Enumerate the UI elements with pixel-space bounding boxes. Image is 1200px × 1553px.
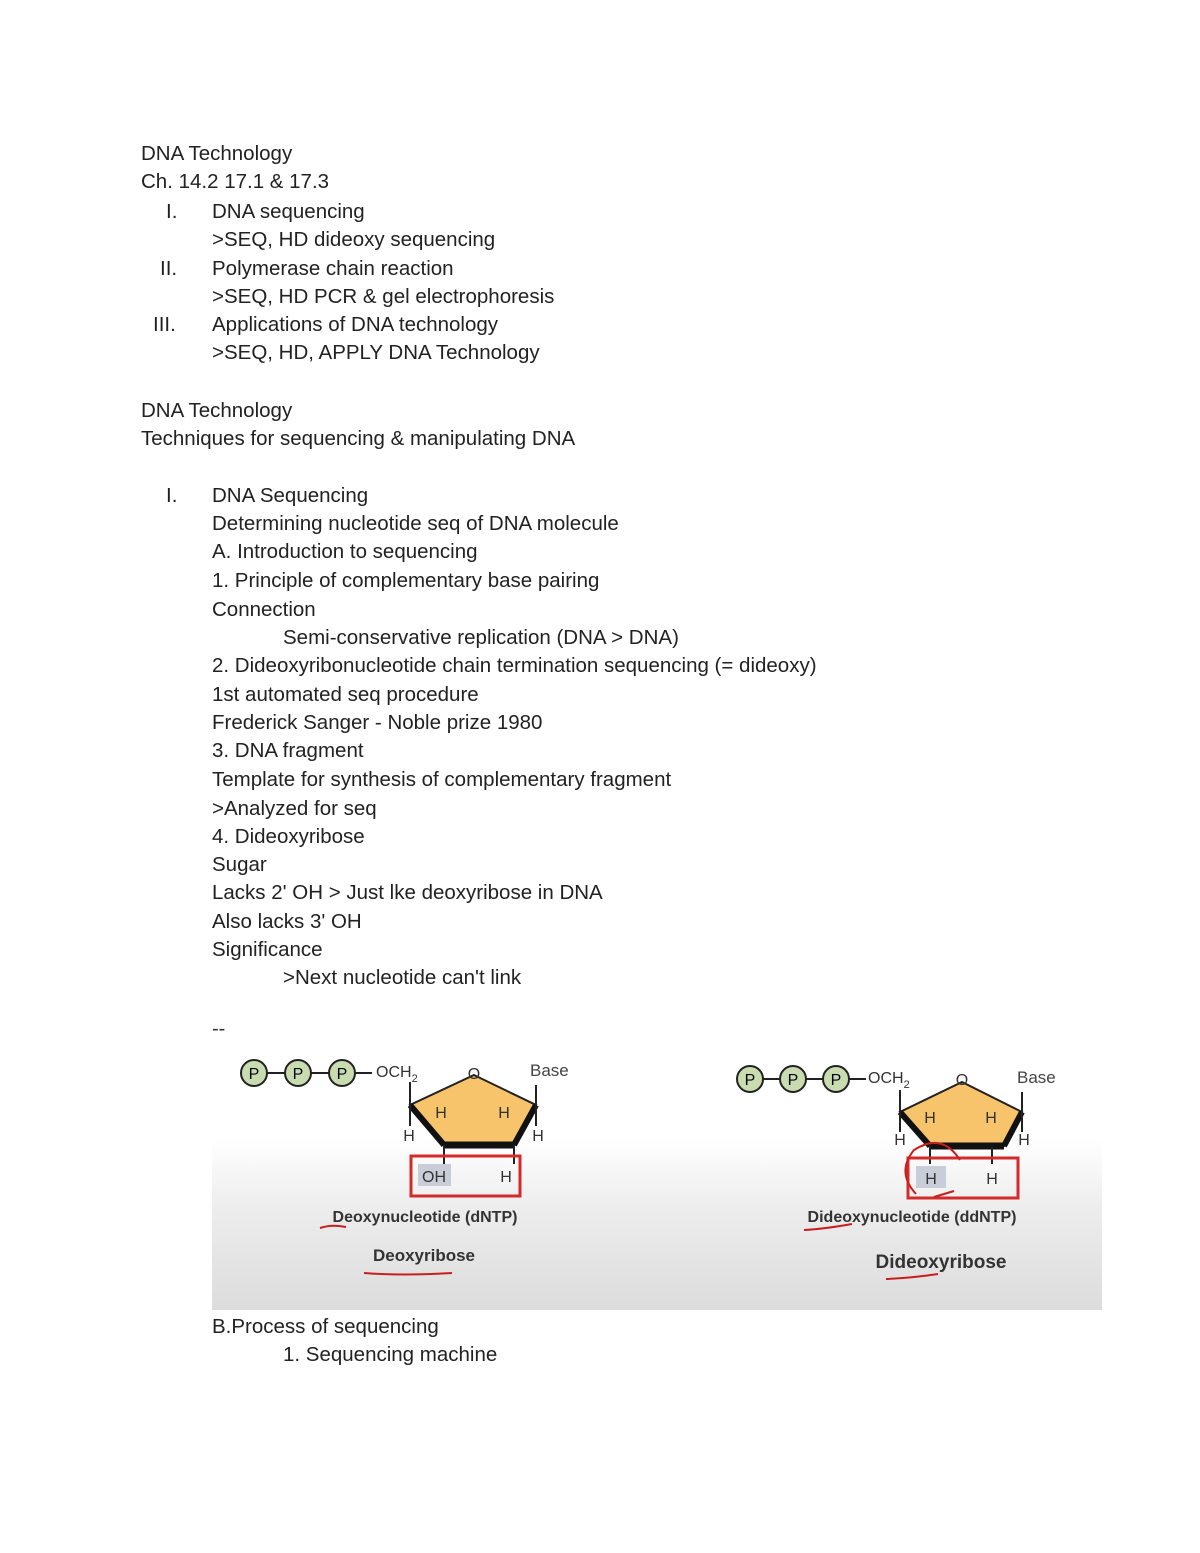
page-title: DNA Technology bbox=[141, 142, 293, 165]
nucleotide-diagram bbox=[212, 1042, 1102, 1310]
note-line: Connection bbox=[212, 598, 316, 621]
note-line: A. Introduction to sequencing bbox=[212, 540, 478, 563]
note-line: Sugar bbox=[212, 853, 267, 876]
pen-underline bbox=[320, 1226, 346, 1228]
ddntp-structure bbox=[737, 1066, 1056, 1279]
svg-text:H: H bbox=[894, 1132, 906, 1149]
svg-text:O: O bbox=[467, 1066, 481, 1083]
outline-topic: DNA sequencing bbox=[212, 200, 365, 223]
svg-text:H: H bbox=[986, 1171, 998, 1188]
svg-text:H: H bbox=[435, 1105, 447, 1122]
subsection-title: B.Process of sequencing bbox=[212, 1315, 439, 1338]
subsection-item: 1. Sequencing machine bbox=[283, 1343, 498, 1366]
outline-topic: Polymerase chain reaction bbox=[212, 257, 454, 280]
section-definition: Techniques for sequencing & manipulating DNA bbox=[141, 427, 576, 450]
svg-text:H: H bbox=[498, 1105, 510, 1122]
svg-text:Dideoxyribose: Dideoxyribose bbox=[875, 1252, 1007, 1273]
svg-text:Deoxyribose: Deoxyribose bbox=[372, 1246, 476, 1265]
svg-text:OCH2: $OCH_2$ bbox=[868, 1070, 910, 1091]
note-line: Also lacks 3' OH bbox=[212, 910, 362, 933]
pen-underline bbox=[886, 1274, 938, 1279]
svg-text:Base: Base bbox=[530, 1061, 569, 1080]
svg-text:P: P bbox=[336, 1066, 348, 1083]
svg-text:H: H bbox=[985, 1110, 997, 1127]
pen-underline bbox=[364, 1273, 452, 1275]
outline-topic: Applications of DNA technology bbox=[212, 313, 499, 336]
note-line: 4. Dideoxyribose bbox=[212, 825, 365, 848]
svg-text:O: O bbox=[955, 1072, 969, 1089]
section-title: DNA Technology bbox=[141, 399, 293, 422]
note-line: Semi-conservative replication (DNA > DNA) bbox=[283, 626, 679, 649]
note-line: 3. DNA fragment bbox=[212, 739, 364, 762]
note-line: Significance bbox=[212, 938, 323, 961]
note-line: >Analyzed for seq bbox=[212, 797, 377, 820]
note-line: >Next nucleotide can't link bbox=[283, 966, 522, 989]
svg-text:H: H bbox=[1018, 1132, 1030, 1149]
svg-text:P: P bbox=[744, 1072, 756, 1089]
svg-text:P: P bbox=[787, 1072, 799, 1089]
outline-numeral: II. bbox=[160, 257, 178, 280]
svg-text:H: H bbox=[532, 1128, 544, 1145]
note-line: 2. Dideoxyribonucleotide chain termination sequencing (= dideoxy) bbox=[212, 654, 817, 677]
note-line: Determining nucleotide seq of DNA molecule bbox=[212, 512, 619, 535]
svg-text:OH: OH bbox=[422, 1169, 446, 1186]
outline-numeral: III. bbox=[153, 313, 176, 336]
svg-text:P: P bbox=[830, 1072, 842, 1089]
chapter-reference: Ch. 14.2 17.1 & 17.3 bbox=[141, 170, 330, 193]
note-line: Template for synthesis of complementary fragment bbox=[212, 768, 672, 791]
outline-numeral: I. bbox=[166, 200, 178, 223]
outline-objective: >SEQ, HD, APPLY DNA Technology bbox=[212, 341, 540, 364]
svg-text:H: H bbox=[500, 1169, 512, 1186]
outline-objective: >SEQ, HD PCR & gel electrophoresis bbox=[212, 285, 555, 308]
dntp-structure bbox=[241, 1060, 569, 1275]
svg-text:H: H bbox=[925, 1171, 937, 1188]
note-line: DNA Sequencing bbox=[212, 484, 369, 507]
svg-text:Base: Base bbox=[1017, 1068, 1056, 1087]
svg-text:H: H bbox=[403, 1128, 415, 1145]
note-line: 1. Principle of complementary base pairing bbox=[212, 569, 600, 592]
separator: -- bbox=[212, 1018, 226, 1040]
svg-text:P: P bbox=[248, 1066, 260, 1083]
note-line: 1st automated seq procedure bbox=[212, 683, 479, 706]
outline-objective: >SEQ, HD dideoxy sequencing bbox=[212, 228, 496, 251]
pen-mark bbox=[934, 1191, 954, 1197]
note-line: Frederick Sanger - Noble prize 1980 bbox=[212, 711, 543, 734]
nucleotide-figure bbox=[212, 1042, 1102, 1310]
svg-text:P: P bbox=[292, 1066, 304, 1083]
note-line: Lacks 2' OH > Just lke deoxyribose in DNA bbox=[212, 881, 603, 904]
svg-text:Deoxynucleotide (dNTP): Deoxynucleotide (dNTP) bbox=[332, 1209, 518, 1226]
section-numeral: I. bbox=[166, 484, 178, 507]
svg-text:H: H bbox=[924, 1110, 936, 1127]
svg-text:OCH2: $OCH_2$ bbox=[376, 1064, 418, 1085]
svg-text:Dideoxynucleotide (ddNTP): Dideoxynucleotide (ddNTP) bbox=[807, 1209, 1017, 1226]
